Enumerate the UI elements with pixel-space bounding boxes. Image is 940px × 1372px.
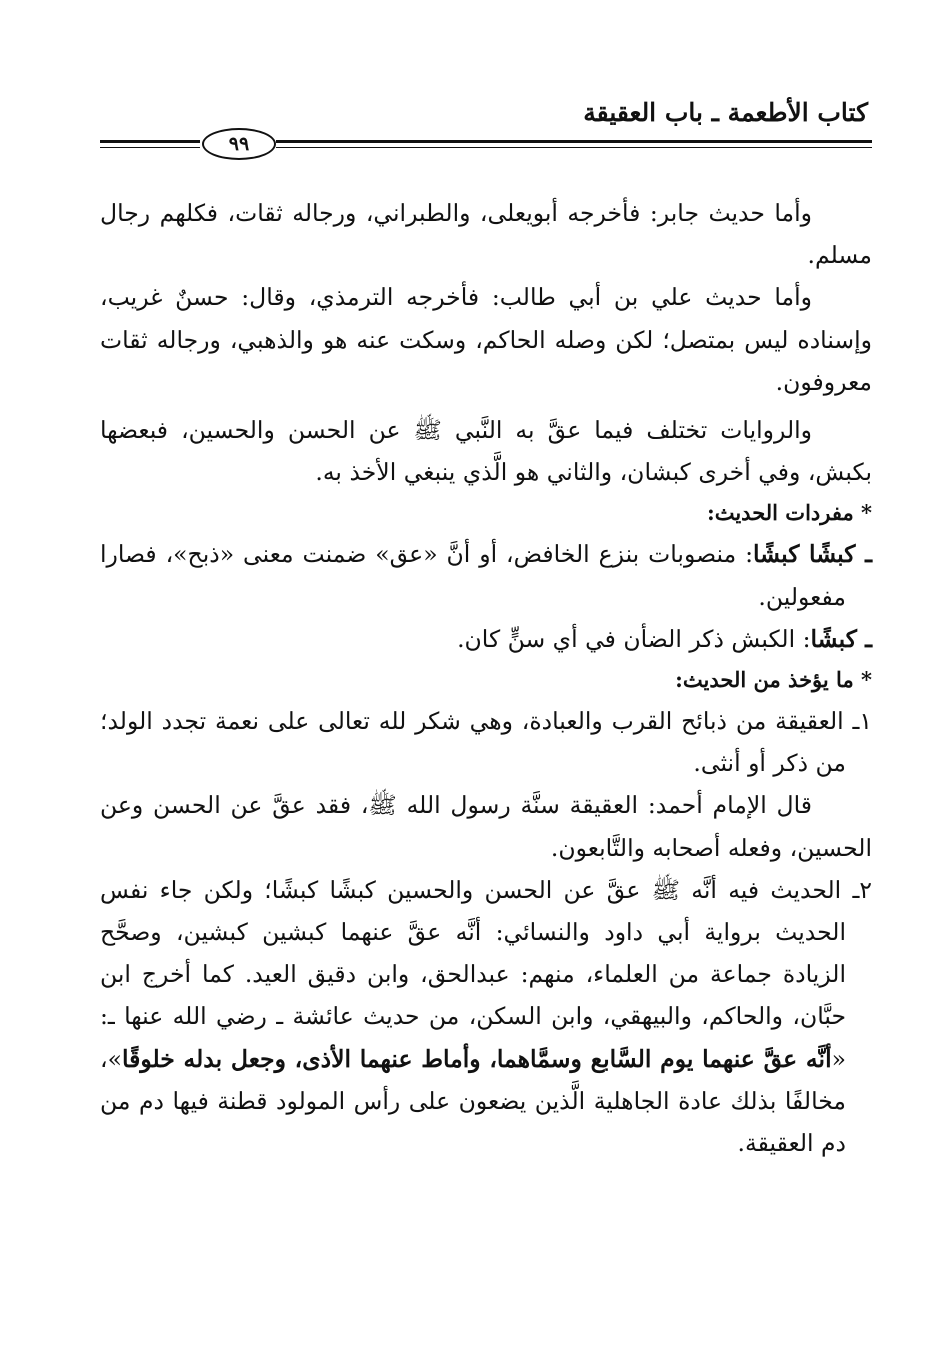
lessons-heading: * ما يؤخذ من الحديث: xyxy=(675,667,872,693)
page-header xyxy=(100,98,872,158)
lesson-2-hadith-quote: أنَّه عقَّ عنهما يوم السَّابع وسمَّاهما، وأماط عنهما الأذى، وجعل بدله خلوقًا xyxy=(121,1044,832,1073)
vocab-item-2 xyxy=(100,618,872,660)
vocab-definition: : الكبش ذكر الضأن في أي سنٍّ كان. xyxy=(457,624,811,653)
header-rule-right-thin xyxy=(276,147,872,148)
paragraph-jabir: وأما حديث جابر: فأخرجه أبويعلى، والطبراني، ورجاله ثقات، فكلهم رجال مسلم. xyxy=(100,199,872,270)
lesson-1: ١ـ العقيقة من ذبائح القرب والعبادة، وهي شكر لله تعالى على نعمة تجدد الولد؛ من ذكر أو أنثى. xyxy=(100,707,872,778)
vocab-heading: * مفردات الحديث: xyxy=(706,500,872,526)
running-title: كتاب الأطعمة ـ باب العقيقة xyxy=(583,98,868,127)
vocab-term: ـ كبشًا xyxy=(810,624,872,653)
header-rule-left xyxy=(100,140,200,143)
vocab-definition: : منصوبات بنزع الخافض، أو أنَّ «عق» ضمنت معنى «ذبح»، فصارا مفعولين. xyxy=(100,540,846,611)
paragraph-narrations: والروايات تختلف فيما عقَّ به النَّبي ﷺ عن الحسن والحسين، فبعضها بكبش، وفي أخرى كبشان، والثاني هو الَّذي ينبغي الأخذ به. xyxy=(100,416,872,487)
lesson-1-quote: قال الإمام أحمد: العقيقة سنَّة رسول الله ﷺ، فقد عقَّ عن الحسن وعن الحسين، وفعله أصحابه والتَّابعون. xyxy=(100,791,872,862)
vocab-term: ـ كبشًا كبشًا xyxy=(753,540,872,569)
page-body xyxy=(100,192,872,1164)
header-rule-left-thin xyxy=(100,147,200,148)
lesson-2-text-end: »، مخالفًا بذلك عادة الجاهلية الَّذين يضعون على رأس المولود قطنة فيها دم من دم العقيقة. xyxy=(100,1044,846,1158)
vocab-item-1 xyxy=(100,533,872,617)
lesson-2 xyxy=(100,869,872,1164)
header-rule-right xyxy=(276,140,872,143)
lesson-2-text: ٢ـ الحديث فيه أنَّه ﷺ عقَّ عن الحسن والحسين كبشًا كبشًا؛ ولكن جاء نفس الحديث برواية أبي داود والنسائي: أنَّه عقَّ عنهما كبشين كبشين، وصحَّح الزيادة جماعة من العلماء، منهم: عبدالحق، وابن دقيق العيد. كما أخرج ابن حبَّان، والحاكم، والبيهقي، وابن السكن، من حديث عائشة ـ رضي الله عنها ـ: « xyxy=(100,875,872,1073)
page-number: ٩٩ xyxy=(202,128,276,160)
paragraph-ali: وأما حديث علي بن أبي طالب: فأخرجه الترمذي، وقال: حسنٌ غريب، وإسناده ليس بمتصل؛ لكن وصله الحاكم، وسكت عنه هو والذهبي، ورجاله ثقات معروفون. xyxy=(100,283,872,396)
